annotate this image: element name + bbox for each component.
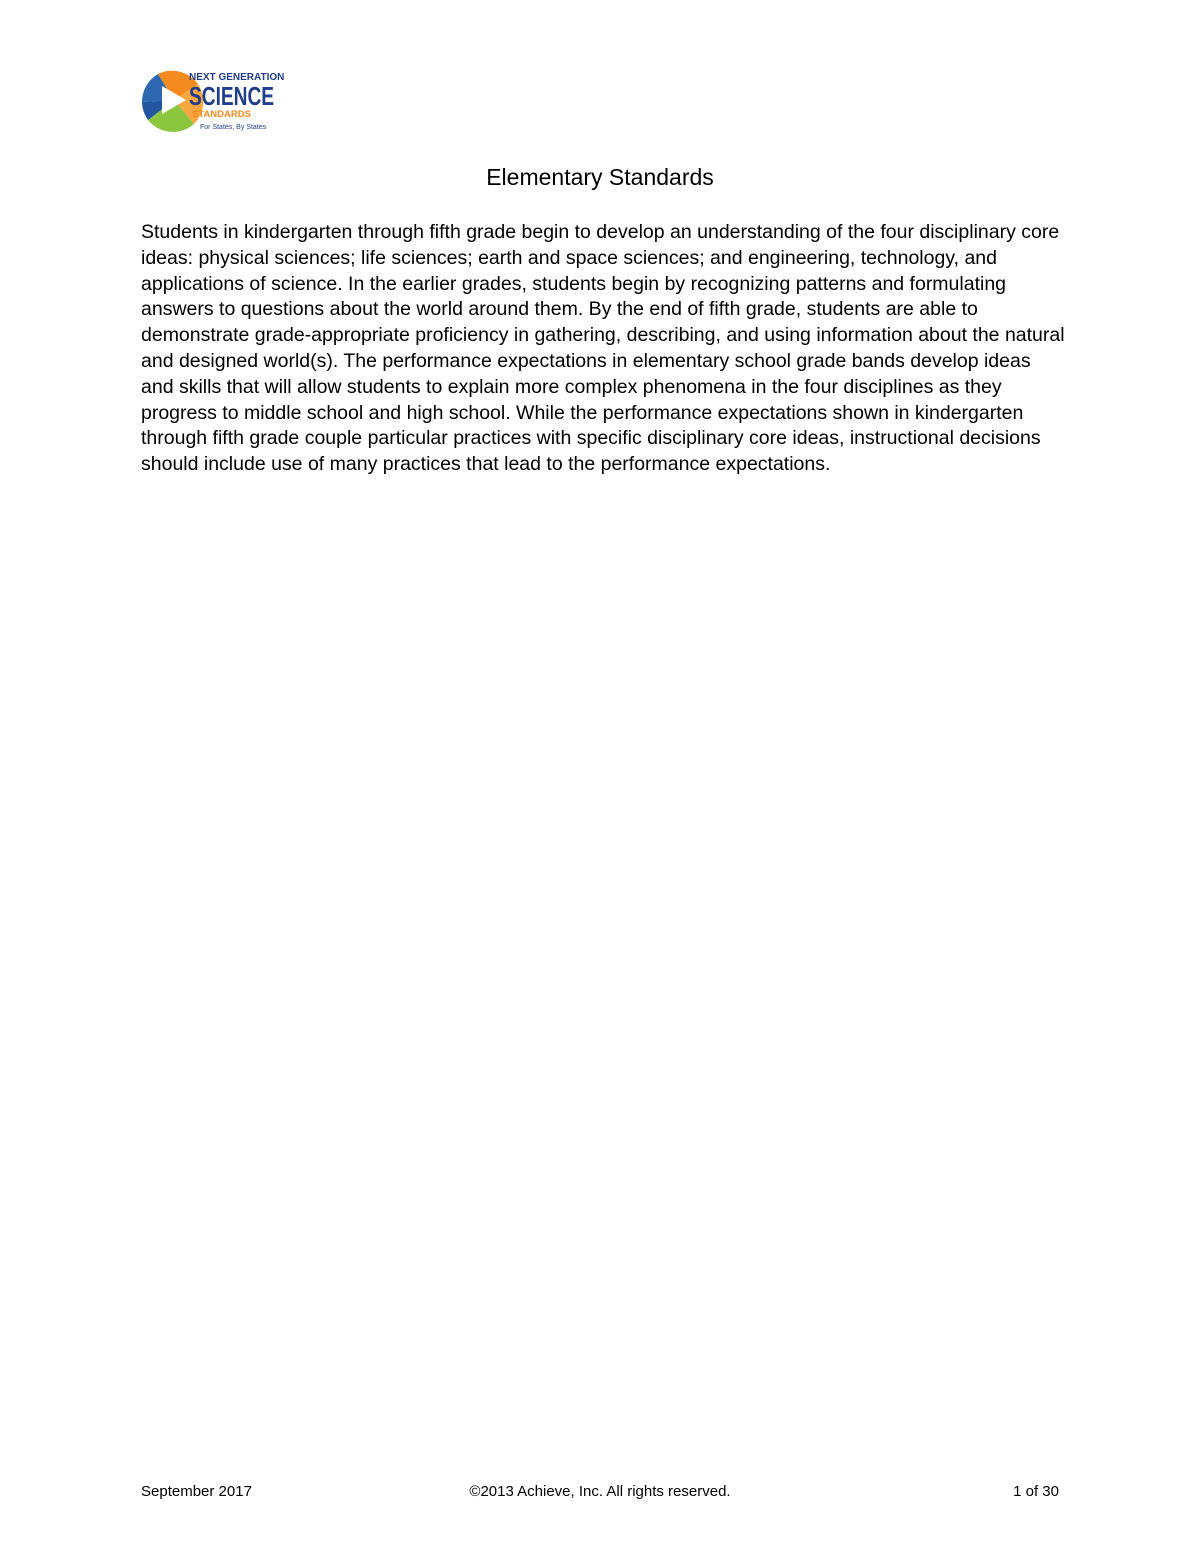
footer-date: September 2017: [141, 1483, 252, 1500]
logo-line3: STANDARDS: [192, 109, 251, 120]
footer-copyright: ©2013 Achieve, Inc. All rights reserved.: [469, 1483, 731, 1500]
logo-line1: NEXT GENERATION: [189, 72, 285, 83]
footer-page-indicator: 1 of 30: [1013, 1483, 1059, 1500]
ngss-logo: [140, 68, 285, 134]
ngss-logo-graphic: [140, 68, 285, 134]
logo-line2: SCIENCE: [189, 81, 274, 111]
page-title: Elementary Standards: [486, 164, 714, 190]
page-footer: [141, 1482, 1059, 1502]
intro-paragraph: Students in kindergarten through fifth grade begin to develop an understanding of the four disciplinary core ideas: physical sciences; life sciences; earth and space sciences; and engineering, technology, and applications of science. In the earlier grades, students begin by recognizing patterns and formulating answers to questions about the world around them. By the end of fifth grade, students are able to demonstrate grade-appropriate proficiency in gathering, describing, and using information about the natural and designed world(s). The performance expectations in elementary school grade bands develop ideas and skills that will allow students to explain more complex phenomena in the four disciplines as they progress to middle school and high school. While the performance expectations shown in kindergarten through fifth grade couple particular practices with specific disciplinary core ideas, instructional decisions should include use of many practices that lead to the performance expectations.: [141, 221, 1065, 476]
logo-tagline: For States, By States: [200, 124, 267, 131]
